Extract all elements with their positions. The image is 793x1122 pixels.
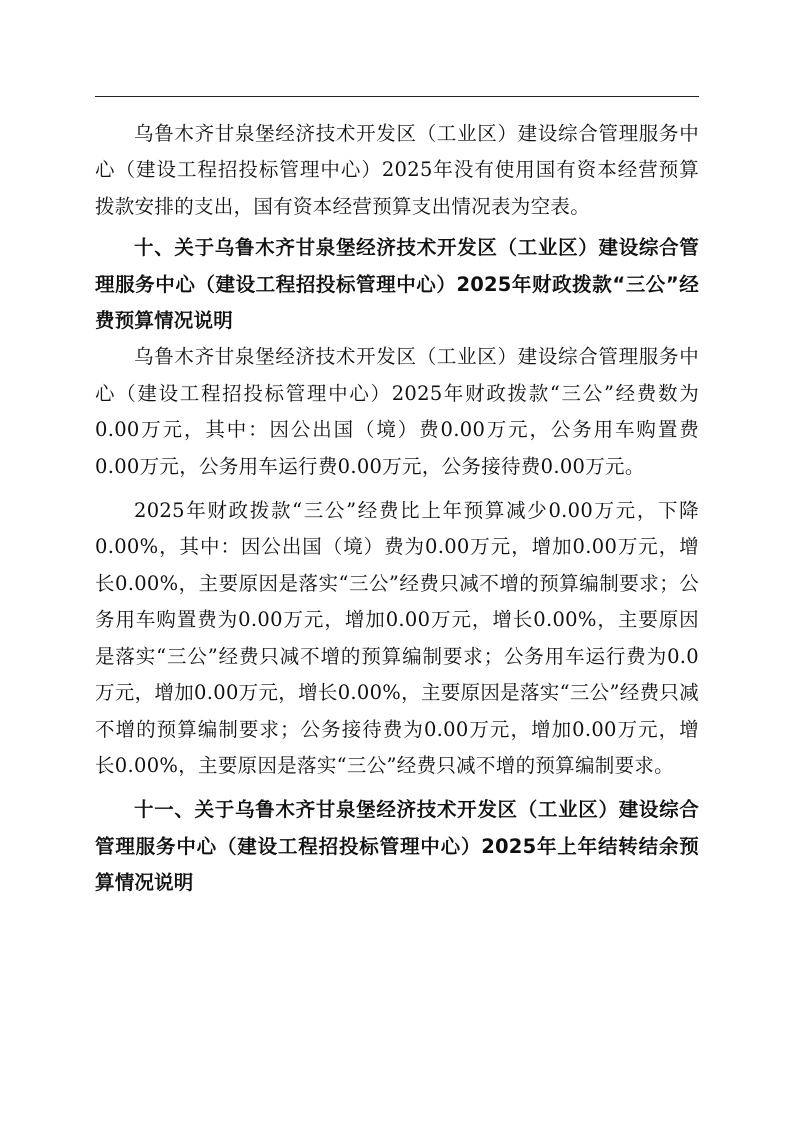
paragraph-three-public-comparison: 2025年财政拨款“三公”经费比上年预算减少0.00万元，下降0.00%，其中：因公出国（境）费为0.00万元，增加0.00万元，增长0.00%，主要原因是落实“三公”经费只减不增的预算编制要求；公务用车购置费为0.00万元，增加0.00万元，增长0.00%，主要原因是落实“三公”经费只减不增的预算编制要求；公务用车运行费为0.0万元，增加0.00万元，增长0.00%，主要原因是落实“三公”经费只减不增的预算编制要求；公务接待费为0.00万元，增加0.00万元，增长0.00%，主要原因是落实“三公”经费只减不增的预算编制要求。 xyxy=(95,499,699,777)
document-body xyxy=(95,116,699,902)
section-heading-eleven: 十一、关于乌鲁木齐甘泉堡经济技术开发区（工业区）建设综合管理服务中心（建设工程招投标管理中心）2025年上年结转结余预算情况说明 xyxy=(95,798,699,895)
section-heading-ten: 十、关于乌鲁木齐甘泉堡经济技术开发区（工业区）建设综合管理服务中心（建设工程招投标管理中心）2025年财政拨款“三公”经费预算情况说明 xyxy=(95,236,699,333)
paragraph-state-capital-budget: 乌鲁木齐甘泉堡经济技术开发区（工业区）建设综合管理服务中心（建设工程招投标管理中心）2025年没有使用国有资本经营预算拨款安排的支出，国有资本经营预算支出情况表为空表。 xyxy=(95,122,699,218)
header-rule xyxy=(95,96,699,97)
paragraph-three-public-expenses: 乌鲁木齐甘泉堡经济技术开发区（工业区）建设综合管理服务中心（建设工程招投标管理中心）2025年财政拨款“三公”经费数为0.00万元，其中：因公出国（境）费0.00万元，公务用车购置费0.00万元，公务用车运行费0.00万元，公务接待费0.00万元。 xyxy=(95,345,699,478)
